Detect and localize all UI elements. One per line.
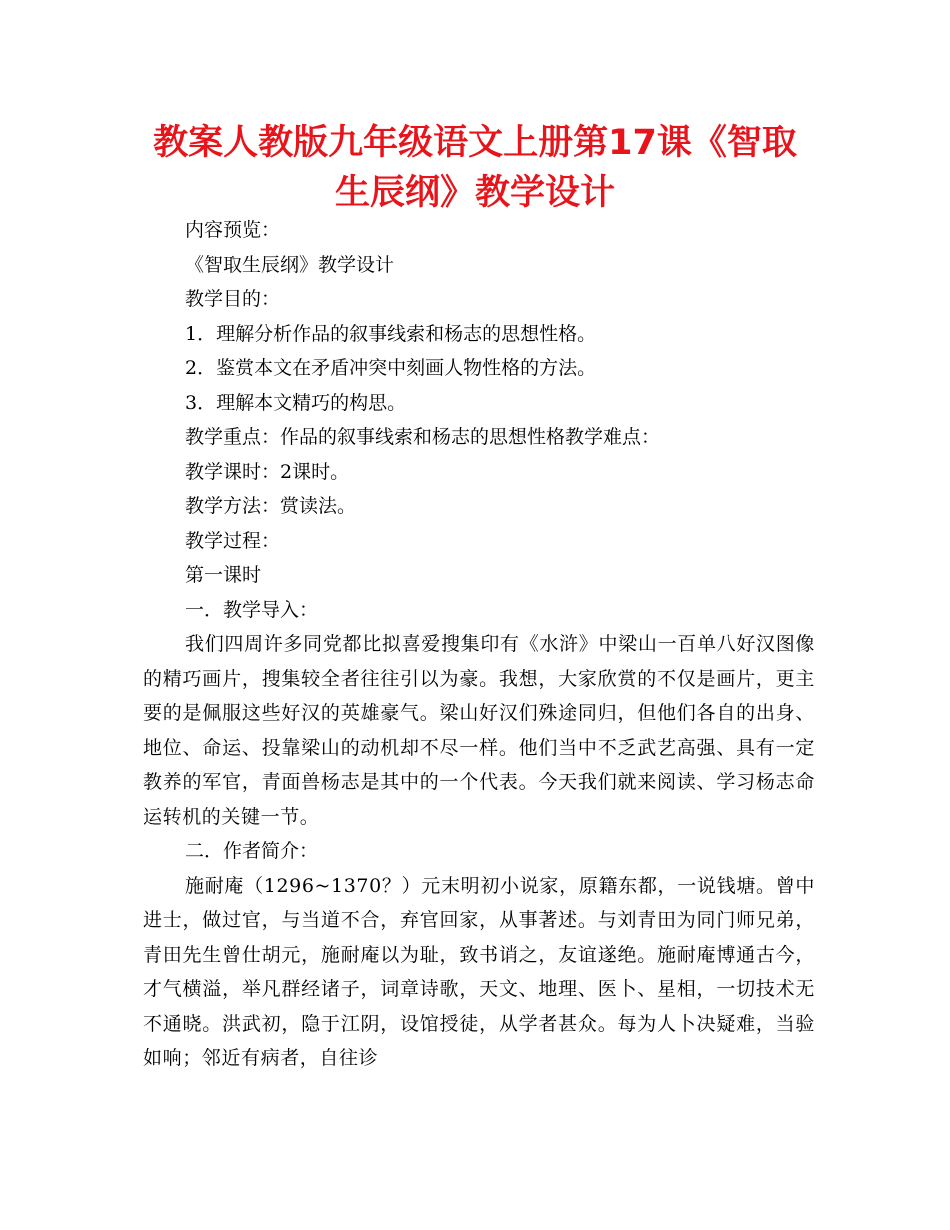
- objective-item: 2．鉴赏本文在矛盾冲突中刻画人物性格的方法。: [185, 357, 597, 379]
- key-points-line: 教学重点：作品的叙事线索和杨志的思想性格教学难点：: [185, 426, 661, 448]
- teaching-method-line: 教学方法：赏读法。: [185, 495, 357, 517]
- document-body: [143, 213, 815, 1076]
- intro-paragraph: 我们四周许多同党都比拟喜爱搜集印有《水浒》中梁山一百单八好汉图像的精巧画片，搜集较全者往往引以为豪。我想，大家欣赏的不仅是画片，更主要的是佩服这些好汉的英雄豪气。梁山好汉们殊途同归，但他们各自的出身、地位、命运、投靠梁山的动机却不尽一样。他们当中不乏武艺高强、具有一定教养的军官，青面兽杨志是其中的一个代表。今天我们就来阅读、学习杨志命运转机的关键一节。: [143, 633, 815, 828]
- section-heading-intro: 一．教学导入：: [185, 598, 319, 621]
- document-title: [120, 118, 830, 218]
- author-paragraph: 施耐庵（1296~1370？）元末明初小说家，原籍东都，一说钱塘。曾中进士，做过官，与当道不合，弃官回家，从事著述。与刘青田为同门师兄弟，青田先生曾仕胡元，施耐庵以为耻，致书诮之，友谊遂绝。施耐庵博通古今，才气横溢，举凡群经诸子，词章诗歌，天文、地理、医卜、星相，一切技术无不通晓。洪武初，隐于江阴，设馆授徒，从学者甚众。每为人卜决疑难，当验如响；邻近有病者，自往诊: [143, 874, 815, 1069]
- title-line-1: 教案人教版九年级语文上册第17课《智取: [153, 123, 797, 163]
- objective-item: 1．理解分析作品的叙事线索和杨志的思想性格。: [185, 322, 597, 345]
- lesson-heading: 第一课时: [185, 564, 262, 586]
- title-line-2: 生辰纲》教学设计: [334, 173, 615, 213]
- preview-heading: 内容预览：: [185, 219, 281, 241]
- section-heading-author: 二．作者简介：: [185, 840, 319, 862]
- process-heading: 教学过程：: [185, 529, 281, 552]
- objective-item: 3．理解本文精巧的构思。: [185, 391, 407, 414]
- subtitle-line: 《智取生辰纲》教学设计: [185, 253, 395, 276]
- objectives-heading: 教学目的：: [185, 288, 281, 310]
- class-hours-line: 教学课时：2课时。: [185, 460, 350, 483]
